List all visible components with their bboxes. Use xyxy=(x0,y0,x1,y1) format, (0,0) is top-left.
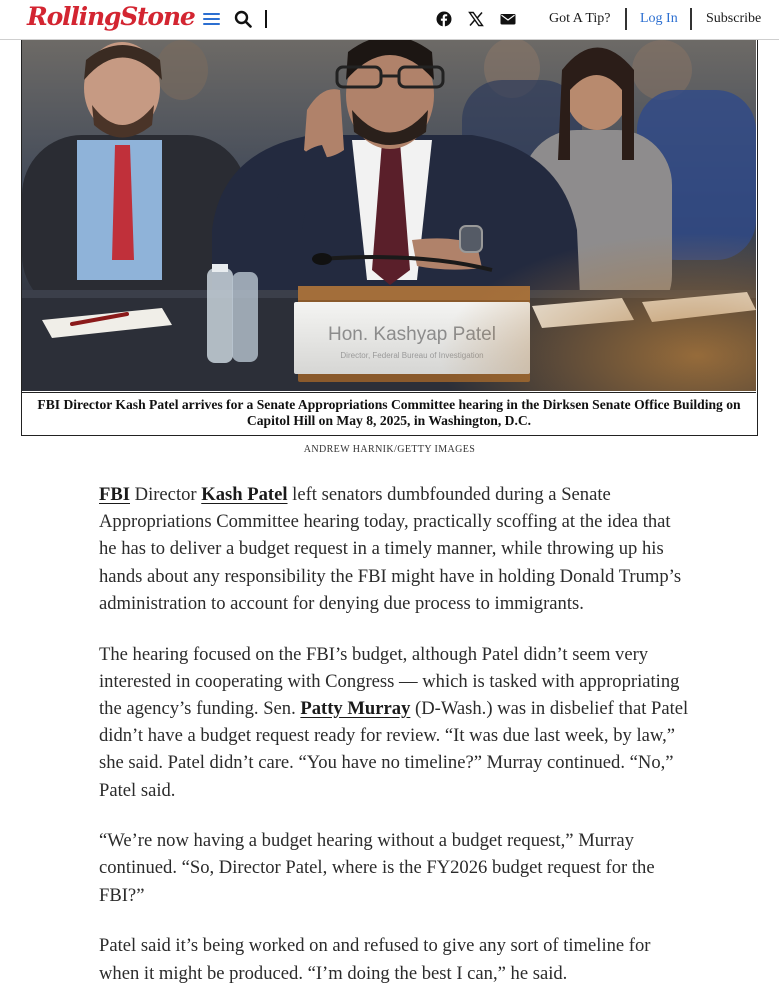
header-divider xyxy=(265,10,267,28)
article-paragraph: Patel said it’s being worked on and refused to give any sort of timeline for when it might be produced. “I’m doing the best I can,” he said. xyxy=(99,935,651,984)
rolling-stone-logo[interactable]: RollingStone xyxy=(27,2,195,31)
email-icon[interactable] xyxy=(500,11,516,27)
facebook-icon[interactable] xyxy=(436,11,452,27)
header-separator xyxy=(625,8,627,30)
subscribe-link[interactable]: Subscribe xyxy=(706,11,762,26)
paragraph-text: left senators dumbfounded during a Senate Appropriations Committee hearing today, practically scoffing at the idea that he has to deliver a budget request in a timely manner, while throwing up his hands about any responsibility the FBI might have in holding Donald Trump’s administration to account for denying due process to immigrants. xyxy=(99,484,682,614)
hero-figure xyxy=(21,40,758,436)
article-paragraph xyxy=(99,481,689,617)
article-paragraph xyxy=(99,641,689,804)
header-separator xyxy=(690,8,692,30)
paragraph-text: (D-Wash.) was in disbelief that Patel didn’t have a budget request ready for review. “It was due last week, by law,” she said. Patel didn’t care. “You have no timeline?” Murray continued. “No,” Patel said. xyxy=(99,697,689,801)
photo-caption: FBI Director Kash Patel arrives for a Senate Appropriations Committee hearing in the Dirksen Senate Office Building on Capitol Hill on May 8, 2025, in Washington, D.C. xyxy=(22,392,756,429)
menu-icon[interactable] xyxy=(203,12,220,26)
fbi-link[interactable]: FBI xyxy=(99,484,130,505)
x-twitter-icon[interactable] xyxy=(468,11,484,27)
hero-photo xyxy=(22,40,756,391)
hearing-photo-illustration xyxy=(22,40,756,391)
paragraph-text: The hearing focused on the FBI’s budget, although Patel didn’t seem very interested in cooperating with Congress — which is tasked with appropriating the agency’s funding. Sen. xyxy=(99,643,680,719)
login-link[interactable]: Log In xyxy=(640,11,678,26)
got-a-tip-link[interactable]: Got A Tip? xyxy=(549,11,611,26)
article-body xyxy=(99,481,689,1000)
photo-credit: ANDREW HARNIK/GETTY IMAGES xyxy=(303,444,476,455)
site-header xyxy=(0,0,779,40)
paragraph-text: Director xyxy=(130,484,202,505)
patty-murray-link[interactable]: Patty Murray xyxy=(300,697,411,719)
search-icon[interactable] xyxy=(234,10,252,28)
article-paragraph: “We’re now having a budget hearing without a budget request,” Murray continued. “So, Director Patel, where is the FY2026 budget request for the FBI?” xyxy=(99,830,655,906)
kash-patel-link[interactable]: Kash Patel xyxy=(201,484,288,505)
